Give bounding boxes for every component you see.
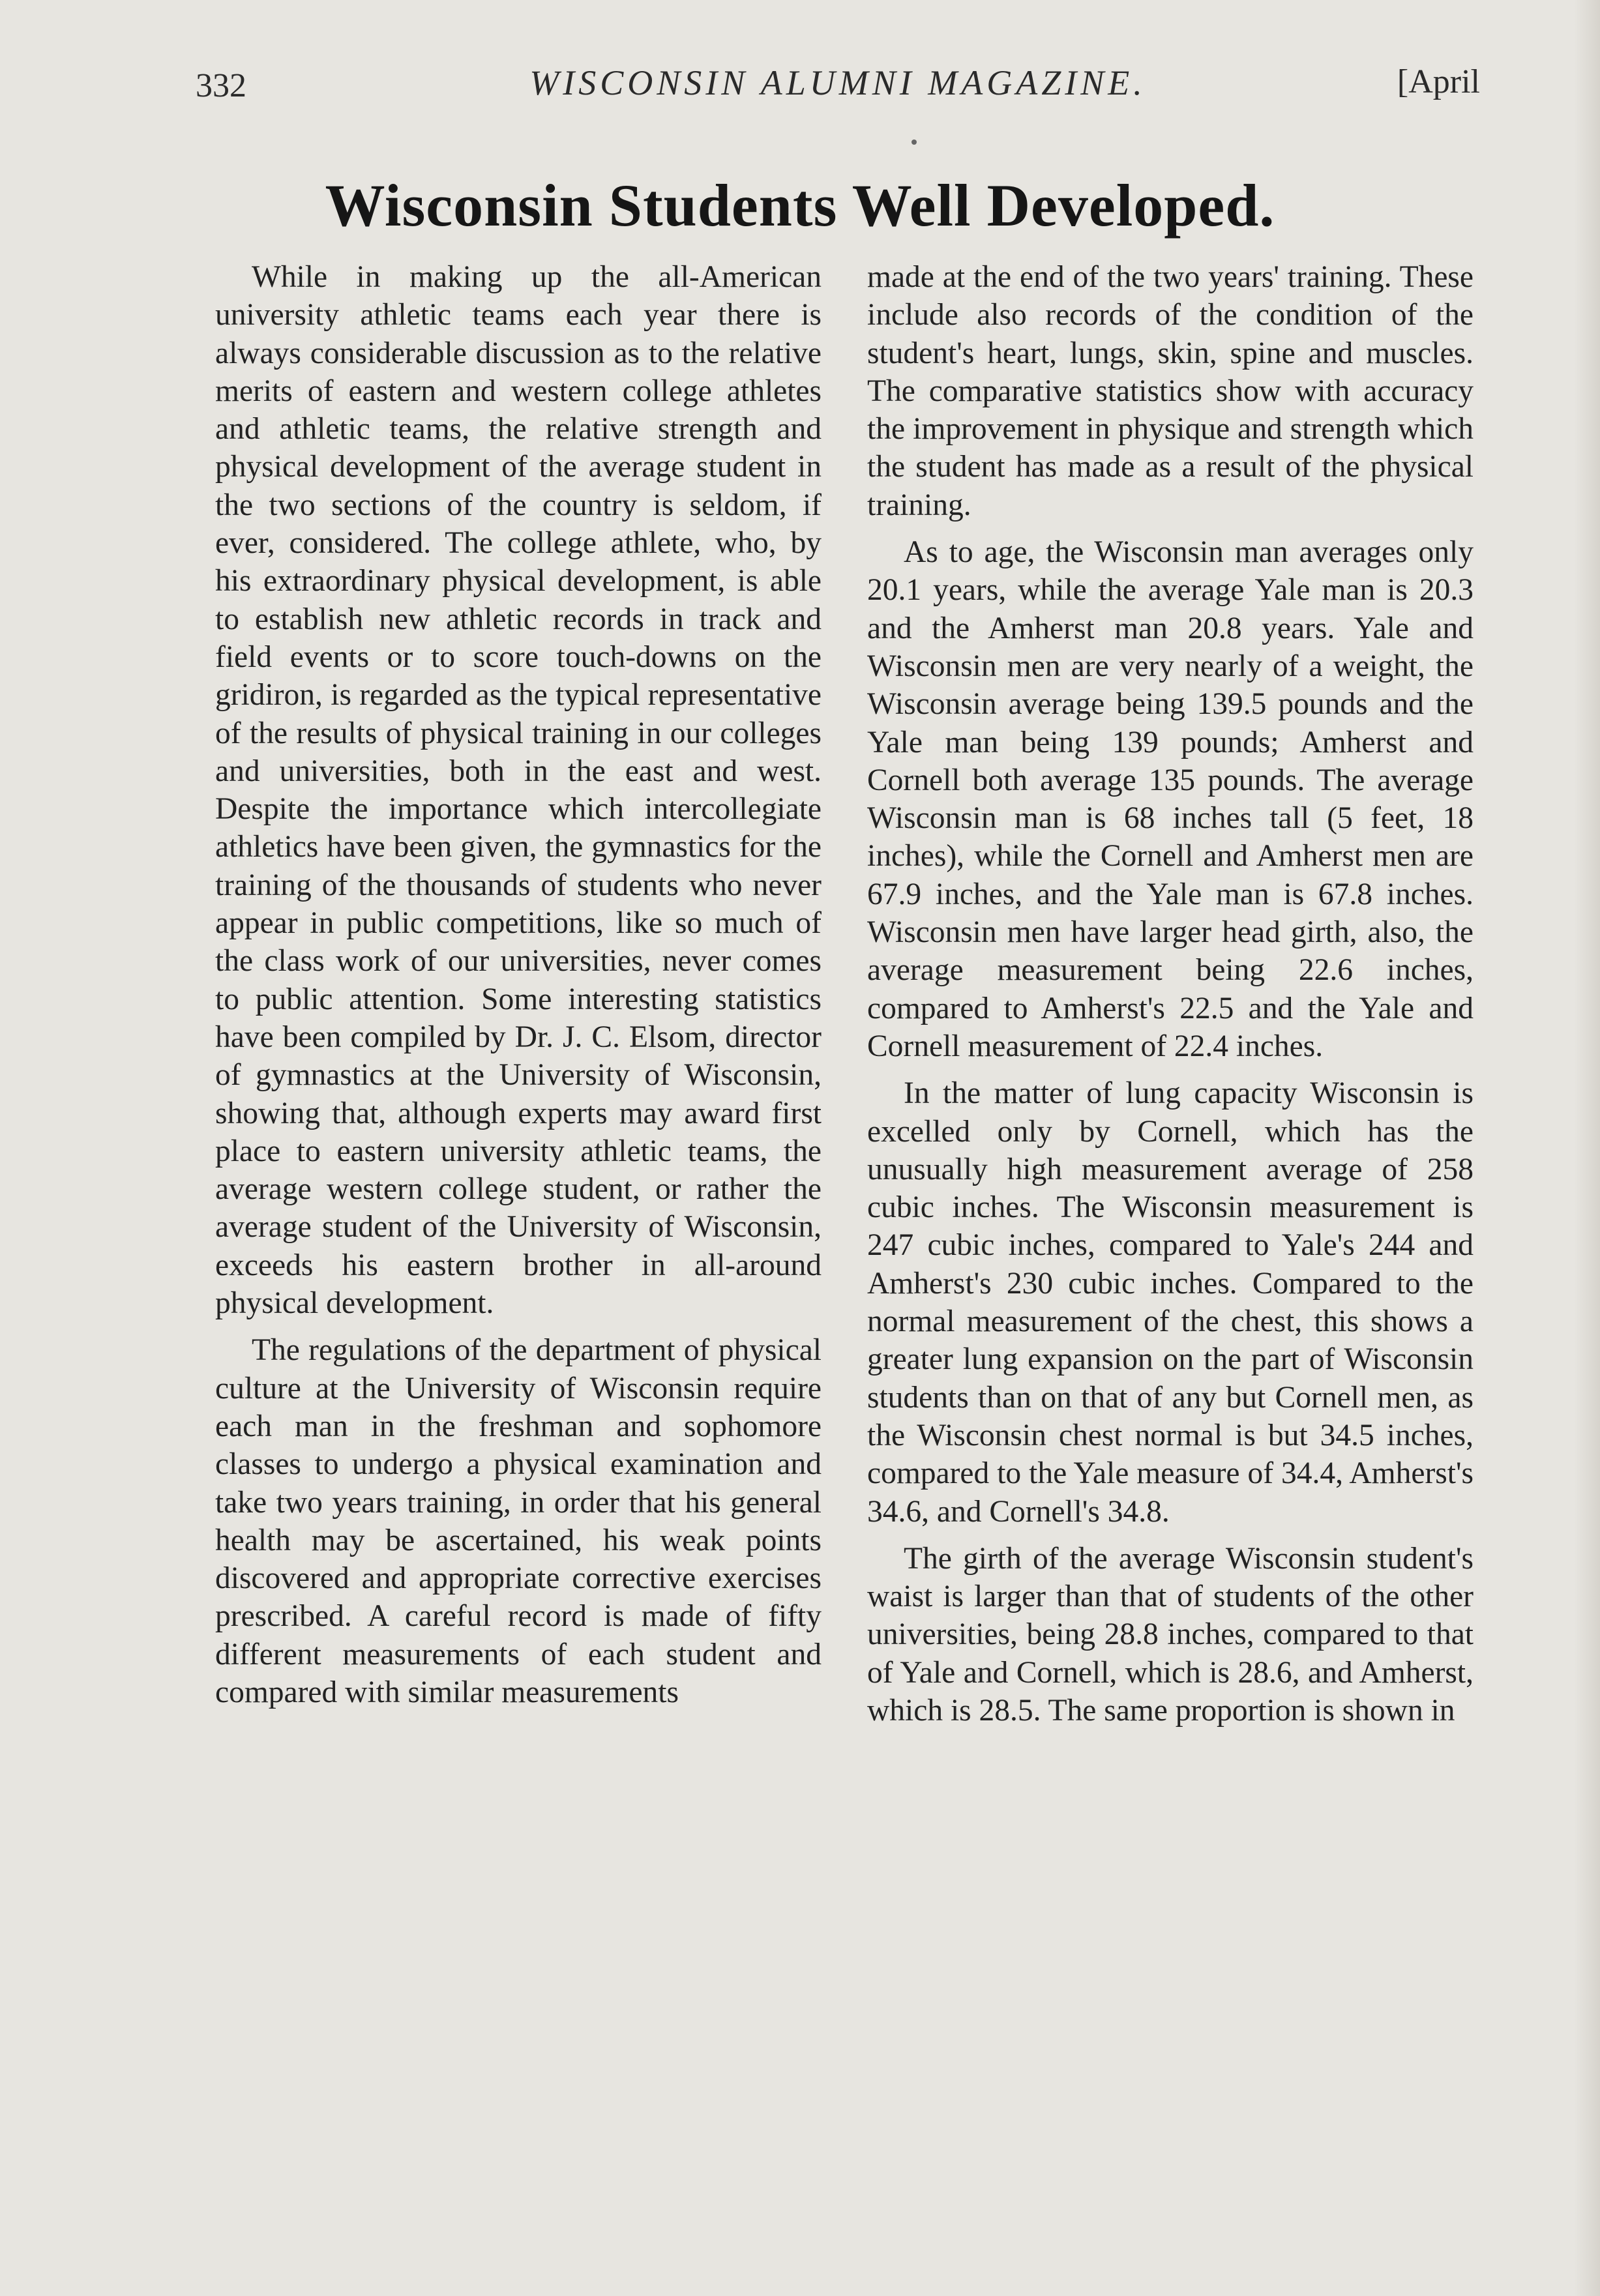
page-number: 332 <box>196 67 246 104</box>
paragraph: The girth of the average Wisconsin student's waist is larger than that of students of the other universities, being 28.8 inches, compared to that of Yale and Cornell, which is 28.6, and Amherst, which is 28.5. The same proportion is shown in <box>867 1541 1474 1728</box>
right-column <box>867 258 1474 2188</box>
page-header <box>196 63 1480 115</box>
paragraph: The regulations of the department of physical culture at the University of Wisconsin require each man in the freshman and sophomore classes to undergo a physical examination and take two years training, in order that his general health may be ascertained, his weak points discovered and appropriate corrective exercises prescribed. A careful record is made of fifty different measurements of each student and compared with similar measurements <box>215 1333 822 1709</box>
paragraph: made at the end of the two years' training. These include also records of the condition of the student's heart, lungs, skin, spine and muscles. The comparative statistics show with accuracy the improvement in physique and strength which the student has made as a result of the physical training. <box>867 260 1474 522</box>
left-column <box>215 258 822 2188</box>
paragraph: While in making up the all-American university athletic teams each year there is always considerable discussion as to the relative merits of eastern and western college athletes and athletic teams, the relative strength and physical development of the average student in the two sections of the country is seldom, if ever, considered. The college athlete, who, by his extraordinary physical development, is able to establish new athletic records in track and field events or to score touch-downs on the gridiron, is regarded as the typical representative of the results of physical training in our colleges and universities, both in the east and west. Despite the importance which intercollegiate athletics have been given, the gymnastics for the training of the thousands of students who never appear in public competitions, like so much of the class work of our universities, never comes to public attention. Some interesting statistics have been compiled by Dr. J. C. Elsom, director of gymnastics at the University of Wisconsin, showing that, although experts may award first place to eastern university athletic teams, the average western college student, or rather the average student of the University of Wisconsin, exceeds his eastern brother in all-around physical development. <box>215 260 822 1321</box>
page-edge <box>1574 0 1600 2296</box>
ink-speck <box>911 140 917 145</box>
running-title: WISCONSIN ALUMNI MAGAZINE. <box>529 63 1146 102</box>
issue-month: [April <box>1397 63 1480 100</box>
paragraph: As to age, the Wisconsin man averages only 20.1 years, while the average Yale man is 20.3 and the Amherst man 20.8 years. Yale and Wisconsin men are very nearly of a weight, the Wisconsin average being 139.5 pounds and the Yale man being 139 pounds; Amherst and Cornell both average 135 pounds. The average Wisconsin man is 68 inches tall (5 feet, 18 inches), while the Cornell and Amherst men are 67.9 inches, and the Yale man is 67.8 inches. Wisconsin men have larger head girth, also, the average measurement being 22.6 inches, compared to Amherst's 22.5 and the Yale and Cornell measurement of 22.4 inches. <box>867 535 1474 1063</box>
paragraph: In the matter of lung capacity Wisconsin is excelled only by Cornell, which has the unusually high measurement average of 258 cubic inches. The Wisconsin measurement is 247 cubic inches, compared to Yale's 244 and Amherst's 230 cubic inches. Compared to the normal measurement of the chest, this shows a greater lung expansion on the part of Wisconsin students than on that of any but Cornell men, as the Wisconsin chest normal is but 34.5 inches, compared to the Yale measure of 34.4, Amherst's 34.6, and Cornell's 34.8. <box>867 1076 1474 1529</box>
article-title: Wisconsin Students Well Developed. <box>325 172 1275 239</box>
